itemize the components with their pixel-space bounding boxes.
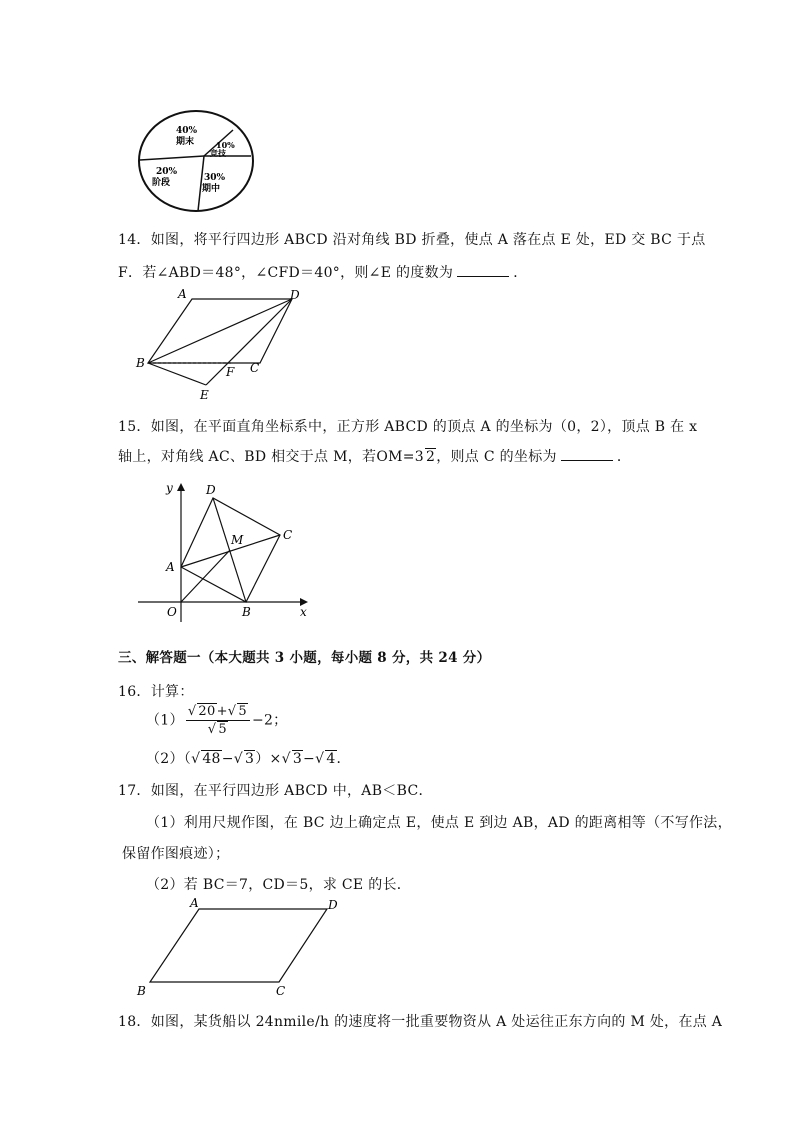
q16-part2: （2）（√ 48−√ 3）×√ 3−√ 4． (146, 751, 351, 767)
pie-label-pct: 40% (176, 126, 198, 136)
sqrt-expression: 4 (326, 751, 336, 767)
q16-part2-label: （2）（ (146, 751, 192, 767)
label-a: A (190, 896, 199, 910)
pie-label-pct: 20% (156, 167, 178, 177)
pie-label-name: 阶段 (152, 178, 171, 188)
q16-part1-label: （1） (146, 712, 184, 729)
segment-ed (206, 299, 292, 385)
label-b: B (137, 984, 146, 998)
q14-line2 (118, 262, 528, 282)
q15-figure (130, 476, 320, 626)
q14-line2-text: F．若∠ABD＝48°，∠CFD＝40°，则∠E 的度数为 (118, 265, 454, 281)
pie-label-name: 期末 (176, 137, 195, 147)
q15-line2-a: 轴上，对角线 AC、BD 相交于点 M，若OM=3 (118, 449, 424, 465)
label-a: A (166, 560, 175, 574)
fraction-denominator: √ 5 (207, 722, 227, 737)
pie-label-name: 期中 (202, 184, 221, 194)
label-a: A (178, 287, 187, 301)
q15-line2 (118, 446, 631, 466)
sqrt-expression: 20 (198, 704, 216, 719)
label-d: D (290, 288, 300, 302)
q16-title: 16．计算： (118, 684, 194, 700)
label-f: F (226, 365, 235, 379)
sqrt-expression: 5 (238, 704, 247, 719)
sqrt-expression: 3 (292, 751, 303, 767)
sqrt-expression: 3 (245, 751, 255, 767)
label-c: C (250, 361, 260, 375)
q14-figure (130, 284, 320, 404)
q16-part1-tail: −2； (251, 712, 288, 729)
label-c: C (276, 984, 286, 998)
q17-part2: （2）若 BC＝7，CD＝5，求 CE 的长． (146, 877, 412, 893)
q15-line1: 15．如图，在平面直角坐标系中，正方形 ABCD 的顶点 A 的坐标为（0，2），顶点 B 在 x (118, 419, 698, 435)
fraction-numerator: √ 20+√ 5 (186, 703, 250, 721)
q14-end: ． (513, 265, 528, 281)
q15-line2-b: ，则点 C 的坐标为 (436, 449, 557, 465)
y-axis-arrow (177, 483, 185, 491)
minus-sign: − (303, 751, 316, 767)
label-b: B (242, 605, 251, 619)
segment-be (148, 363, 206, 385)
q17-part1-line1: （1）利用尺规作图，在 BC 边上确定点 E，使点 E 到边 AB，AD 的距离相等（不写作法， (146, 815, 732, 831)
pie-label-pct: 30% (204, 173, 226, 183)
parallelogram-abcd (150, 909, 327, 982)
label-c: C (283, 528, 293, 542)
q17-title: 17．如图，在平行四边形 ABCD 中，AB＜BC． (118, 783, 433, 799)
pie-chart (136, 108, 256, 214)
sqrt-expression: 48 (202, 751, 221, 767)
q16-part1 (146, 703, 287, 738)
sqrt-expression: 5 (218, 722, 227, 737)
label-d: D (328, 898, 338, 912)
times-sign: ）× (255, 751, 282, 767)
sqrt-expression: 2 (425, 449, 436, 465)
segment-om (181, 550, 230, 602)
minus-sign: − (221, 751, 234, 767)
label-o: O (167, 605, 177, 619)
q18-line1: 18．如图，某货船以 24nmile/h 的速度将一批重要物资从 A 处运往正东方向的 M 处，在点 A (118, 1014, 723, 1030)
q17-part1-line2: 保留作图痕迹）； (122, 846, 230, 862)
label-d: D (206, 483, 216, 497)
label-b: B (136, 356, 145, 370)
label-x: x (300, 605, 307, 619)
q16-part2-end: ． (336, 751, 351, 767)
q14-line1: 14．如图，将平行四边形 ABCD 沿对角线 BD 折叠，使点 A 落在点 E 处，ED 交 BC 于点 (118, 232, 706, 248)
pie-divider (140, 156, 204, 160)
label-e: E (200, 388, 209, 402)
answer-blank (561, 448, 613, 461)
pie-label-pct: 10% (216, 140, 235, 150)
answer-blank (457, 264, 509, 277)
section-3-title: 三、解答题一（本大题共 3 小题，每小题 8 分，共 24 分） (118, 650, 491, 666)
label-y: y (166, 481, 173, 495)
fraction (186, 703, 250, 738)
plus-sign: + (216, 704, 228, 719)
pie-label-name: 竞技 (210, 148, 226, 158)
label-m: M (231, 533, 244, 547)
q17-figure (132, 894, 352, 1000)
q15-end: ． (616, 449, 632, 465)
